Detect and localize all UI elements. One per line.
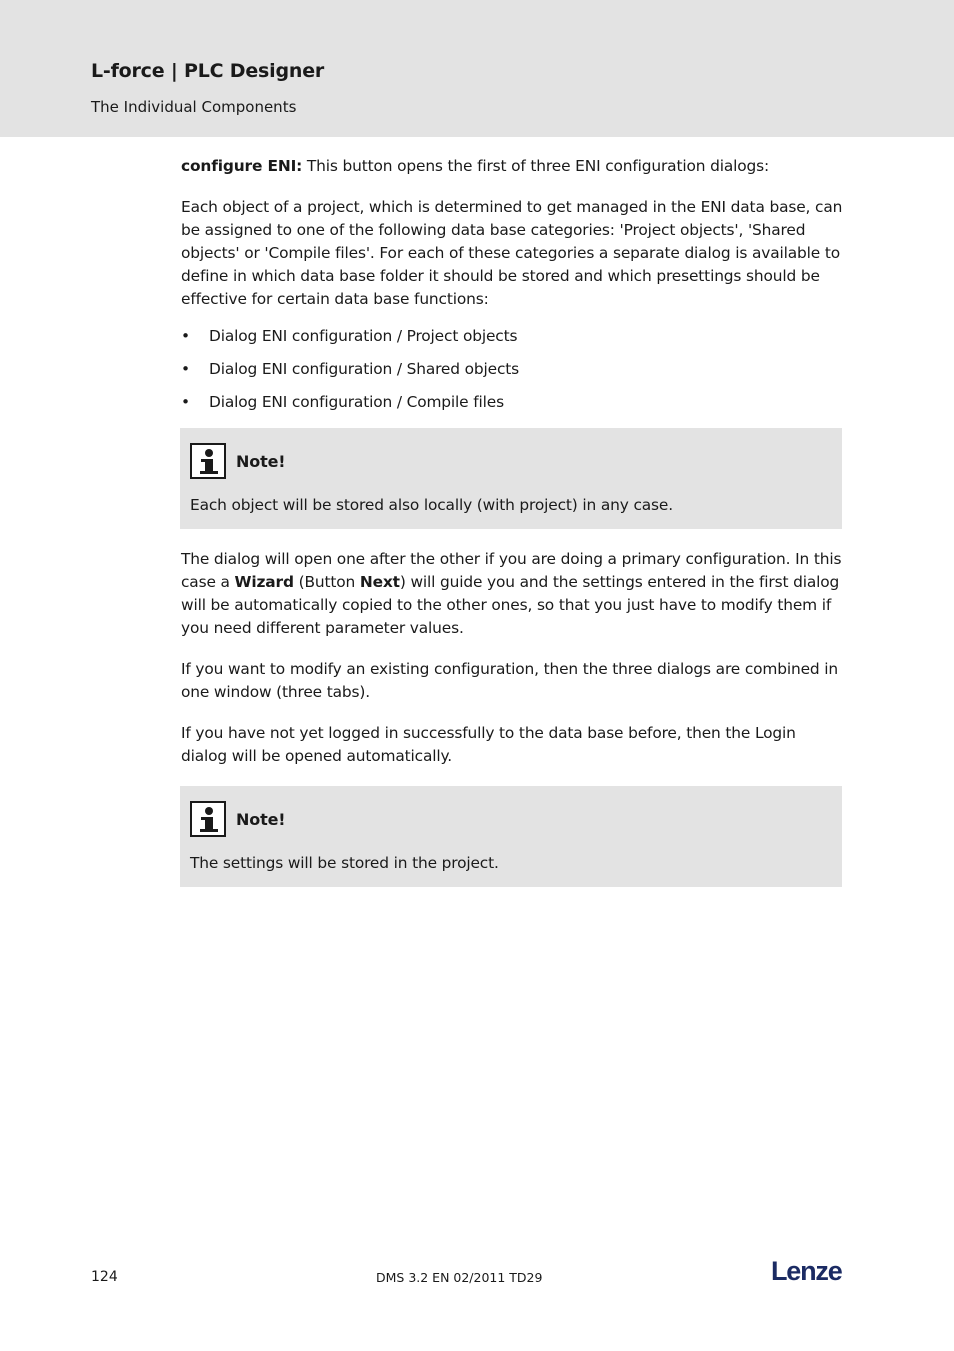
- info-icon: [190, 443, 226, 479]
- note-header: [190, 800, 832, 838]
- bullet-icon: •: [181, 393, 190, 411]
- document-id: DMS 3.2 EN 02/2011 TD29: [376, 1270, 543, 1285]
- bullet-icon: •: [181, 360, 190, 378]
- bullet-icon: •: [181, 327, 190, 345]
- info-icon: [190, 801, 226, 837]
- list-item: [181, 391, 845, 414]
- list-item-text: Dialog ENI configuration / Compile files: [209, 393, 504, 411]
- page-number: 124: [91, 1269, 118, 1285]
- text-run: ) will guide you and the settings entered in the first dialog will be automatically copied to the other ones, so that you just have to modify them if you need different parameter values.: [181, 573, 840, 637]
- dialog-list: [181, 325, 845, 414]
- list-item: [181, 325, 845, 348]
- paragraph-modify: If you want to modify an existing configuration, then the three dialogs are combined in one window (three tabs).: [181, 660, 839, 701]
- header-subtitle: The Individual Components: [91, 98, 297, 116]
- note-title: Note!: [236, 809, 286, 829]
- intro-label: configure ENI:: [181, 157, 303, 175]
- list-item-text: Dialog ENI configuration / Shared objects: [209, 360, 520, 378]
- lenze-logo: Lenze: [771, 1256, 842, 1286]
- wizard-term: Wizard: [234, 573, 294, 591]
- main-content: [181, 155, 845, 887]
- note-title: Note!: [236, 451, 286, 471]
- header-title: L-force | PLC Designer: [91, 60, 325, 82]
- text-run: (Button: [293, 573, 360, 591]
- intro-paragraph: [181, 155, 845, 178]
- note-box: [180, 428, 842, 529]
- list-item: [181, 358, 845, 381]
- next-term: Next: [359, 573, 400, 591]
- intro-text: This button opens the first of three ENI configuration dialogs:: [302, 157, 770, 175]
- note-text: Each object will be stored also locally (with project) in any case.: [190, 496, 673, 514]
- note-header: [190, 442, 832, 480]
- text-run: The dialog will open one after the other if you are doing a primary configuration. In this case a: [181, 550, 842, 591]
- page-header: [0, 0, 954, 137]
- paragraph-wizard: [181, 548, 845, 640]
- note-box: [180, 786, 842, 887]
- paragraph-login: If you have not yet logged in successfully to the data base before, then the Login dialog will be opened automatically.: [181, 724, 796, 765]
- paragraph-categories: Each object of a project, which is determined to get managed in the ENI data base, can be assigned to one of the following data base categories: 'Project objects', 'Shared objects' or 'Compile files'. For each of these categories a separate dialog is available to define in which data base folder it should be stored and which presettings should be effective for certain data base functions:: [181, 198, 843, 308]
- list-item-text: Dialog ENI configuration / Project objects: [209, 327, 518, 345]
- note-text: The settings will be stored in the project.: [190, 854, 499, 872]
